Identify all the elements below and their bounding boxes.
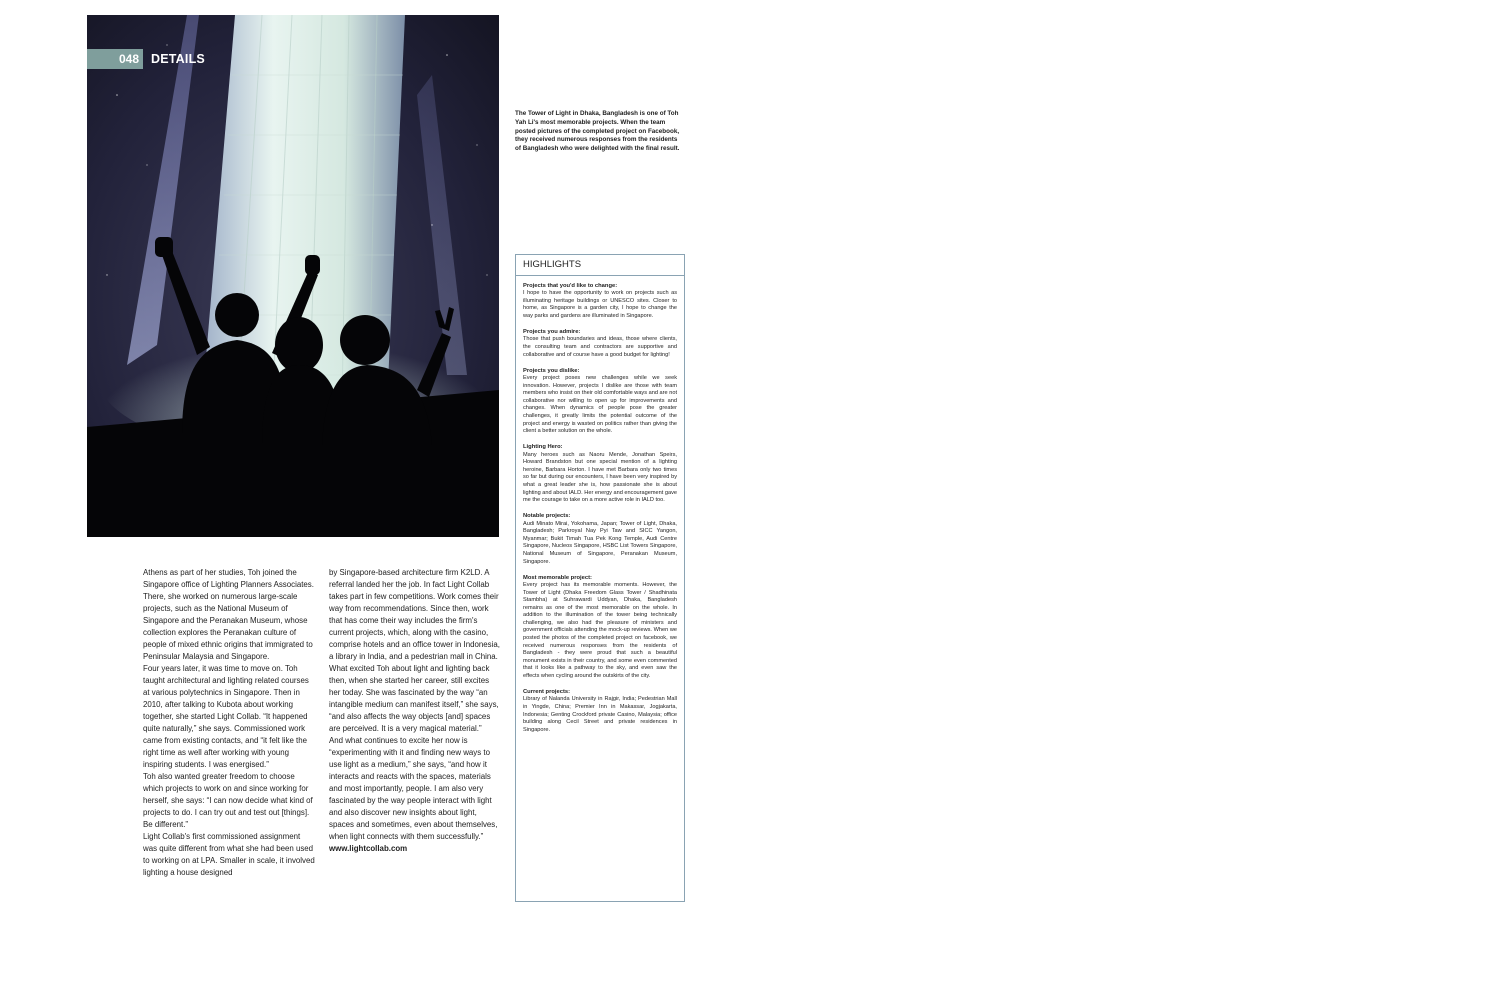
paragraph: by Singapore-based architecture firm K2LD. A referral landed her the job. In fact Light Collab takes part in few competitions. Work comes their way from recommendations. Since then, work that has come their way includes the firm's current projects, which, along with the casino, comprise hotels and an office tower in Indonesia, a library in India, and a pedestrian mall in China. What excited Toh about light and lighting back then, when she started her career, still excites her today. She was fascinated by the way “an intangible medium can manifest itself,” she says, “and also affects the way objects [and] spaces are perceived. It is a very magical material.” — [329, 568, 500, 733]
highlight-heading: Projects you admire: — [523, 329, 581, 336]
paragraph: Athens as part of her studies, Toh joined the Singapore office of Lighting Planners Associates. There, she worked on numerous large-scale projects, such as the National Museum of Singapore and the Peranakan Museum, whose collection explores the Peranakan culture of people of mixed ethnic origins that immigrated to Peninsular Malaysia and Singapore. — [143, 568, 314, 661]
highlight-heading: Most memorable project: — [523, 574, 592, 581]
highlight-item — [523, 689, 677, 734]
highlight-text: Every project poses new challenges while we seek innovation. However, projects I dislike are those with team members who insist on their old comfortable ways and are not collaborative nor willing to open up for improvements and changes. When dynamics of people pose the greater challenges, it greatly limits the potential outcome of the project and energy is wasted on politics rather than giving the client a better solution on the whole. — [523, 375, 677, 435]
highlight-heading: Current projects: — [523, 689, 571, 696]
page-number: 048 — [87, 49, 143, 69]
paragraph: Light Collab's first commissioned assignment was quite different from what she had been used to working on at LPA. Smaller in scale, it involved lighting a house designed — [143, 832, 315, 877]
highlight-heading: Notable projects: — [523, 513, 571, 520]
article-column-1 — [143, 567, 315, 879]
highlight-item — [523, 513, 677, 566]
photo-illustration — [87, 15, 499, 537]
highlight-text: Many heroes such as Naoru Mende, Jonathan Speirs, Howard Brandston but one special mention of a lighting heroine, Barbara Horton. I have met Barbara only two times so far but during our encounters, I have been very inspired by what a great leader she is, how passionate she is about lighting and about IALD. Her energy and encouragement gave me the courage to take on a more active role in IALD too. — [523, 451, 677, 504]
page-header — [87, 49, 205, 69]
highlight-heading: Projects you dislike: — [523, 367, 580, 374]
highlight-item — [523, 368, 677, 436]
highlight-item — [523, 283, 677, 321]
highlight-heading: Lighting Hero: — [523, 444, 563, 451]
paragraph: Four years later, it was time to move on. Toh taught architectural and lighting related courses at various polytechnics in Singapore. Then in 2010, after talking to Kubota about working together, she started Light Collab. “It happened quite naturally,” she says. Commissioned work came from existing contacts, and “it felt like the right time as well after working with young inspiring students. I was energised.” — [143, 664, 309, 769]
tower-of-light-photo — [87, 15, 499, 537]
highlight-text: Those that push boundaries and ideas, those where clients, the consulting team and contractors are supportive and collaborative and of course have a good budget for lighting! — [523, 336, 677, 358]
highlights-box — [515, 254, 685, 902]
highlight-text: Every project has its memorable moments. However, the Tower of Light (Dhaka Freedom Glass Tower / Shadhinata Stambha) at Suhrawardi Uddyan, Dhaka, Bangladesh remains as one of the most memorable on the whole. In addition to the illumination of the tower being technically challenging, we also had the pleasure of ministers and government officials attending the mock-up reviews. When we posted the photos of the completed project on facebook, we received numerous responses from the residents of Bangladesh - they were proud that such a beautiful monument exists in their country, and some even commented that it looks like a pathway to the sky, and even saw the effects when cycling around the outskirts of the city. — [523, 581, 677, 680]
section-label: DETAILS — [151, 52, 205, 66]
highlight-item — [523, 444, 677, 504]
highlight-heading: Projects that you'd like to change: — [523, 283, 618, 289]
article-column-2 — [329, 567, 501, 855]
highlights-body — [516, 276, 684, 734]
photo-caption: The Tower of Light in Dhaka, Bangladesh is one of Toh Yah Li's most memorable projects. When the team posted pictures of the completed project on Facebook, they received numerous responses from the residents of Bangladesh who were delighted with the final result. — [515, 110, 680, 153]
website-link[interactable]: www.lightcollab.com — [329, 844, 408, 853]
highlight-text: Library of Nalanda University in Rajgir, India; Pedestrian Mall in Yingde, China; Premier Inn in Makassar, Jogjakarta, Indonesia; Genting Crockford private Casino, Malaysia; office building along Cecil Street and private residences in Singapore. — [523, 696, 677, 733]
paragraph: Toh also wanted greater freedom to choose which projects to work on and since working for herself, she says: “I can now decide what kind of projects to do. I can try out and test out [things]. Be different.” — [143, 772, 313, 829]
highlight-item — [523, 575, 677, 681]
highlights-title: HIGHLIGHTS — [516, 255, 684, 276]
highlight-text: Audi Minato Mirai, Yokohama, Japan; Tower of Light, Dhaka, Bangladesh; Parkroyal Nay Pyi Taw and SICC Yangon, Myanmar; Bukit Timah Tua Pek Kong Temple, Audi Centre Singapore, Nucleos Singapore, HSBC List Towers Singapore, National Museum of Singapore, Peranakan Museum, Singapore. — [523, 520, 677, 565]
paragraph: And what continues to excite her now is “experimenting with it and finding new ways to use light as a medium,” she says, “and how it interacts and reacts with the spaces, materials and most importantly, people. I am also very fascinated by the way people interact with light and also discover new insights about light, spaces and sometimes, even about themselves, when light connects with them successfully.” — [329, 736, 498, 841]
highlight-text: I hope to have the opportunity to work on projects such as illuminating heritage buildings or UNESCO sites. Closer to home, as Singapore is a garden city, I hope to change the way parks and gardens are illuminated in Singapore. — [523, 290, 677, 320]
highlight-item — [523, 329, 677, 359]
